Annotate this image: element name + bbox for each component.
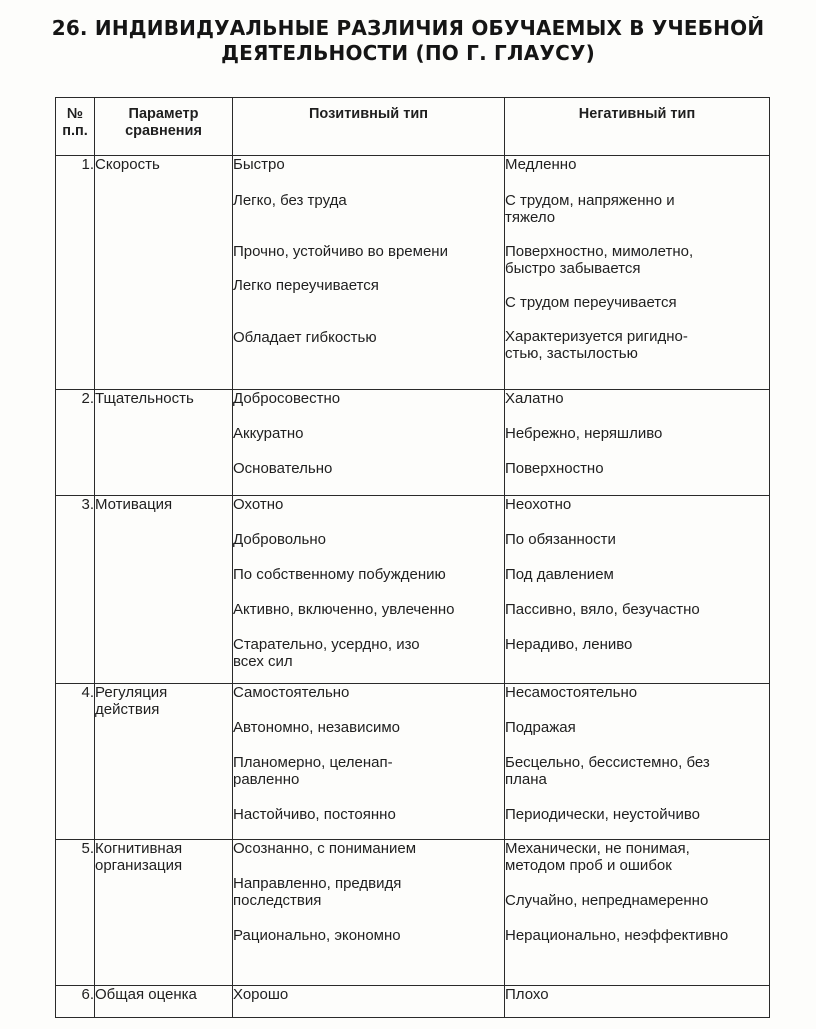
header-negative: Негативный тип xyxy=(505,98,770,156)
positive-item xyxy=(233,243,504,260)
row-number: 5. xyxy=(81,840,94,857)
positive-item xyxy=(233,156,504,173)
negative-item-line: Характеризуется ригидно- xyxy=(505,328,688,345)
negative-item xyxy=(505,684,769,701)
parameter-line: Регуляция xyxy=(95,684,168,701)
header-num-line: п.п. xyxy=(62,123,88,139)
row-parameter-cell xyxy=(95,840,233,986)
negative-item-line: Поверхностно xyxy=(505,460,604,477)
negative-item xyxy=(505,192,769,226)
negative-item xyxy=(505,390,769,407)
positive-item-line: Планомерно, целенап- xyxy=(233,754,393,771)
positive-item xyxy=(233,840,504,857)
negative-item xyxy=(505,328,769,362)
negative-item-line: Пассивно, вяло, безучастно xyxy=(505,601,700,618)
negative-cell xyxy=(505,684,770,840)
row-number: 1. xyxy=(81,156,94,173)
row-parameter-cell xyxy=(95,496,233,684)
negative-item-line: С трудом, напряженно и xyxy=(505,192,675,209)
negative-item-line: Неохотно xyxy=(505,496,572,513)
table-row xyxy=(56,684,770,840)
positive-item-line: Быстро xyxy=(233,156,285,173)
positive-cell xyxy=(233,496,505,684)
negative-item-line: С трудом переучивается xyxy=(505,294,677,311)
negative-item xyxy=(505,601,769,618)
negative-item-line: Небрежно, неряшливо xyxy=(505,425,663,442)
positive-item-line: Старательно, усердно, изо xyxy=(233,636,420,653)
comparison-table xyxy=(55,97,770,1018)
row-number-cell xyxy=(56,496,95,684)
positive-item xyxy=(233,927,504,944)
positive-cell xyxy=(233,684,505,840)
positive-item-line: Направленно, предвидя xyxy=(233,875,402,892)
negative-cell xyxy=(505,156,770,390)
positive-item-line: Легко, без труда xyxy=(233,192,347,209)
row-number-cell xyxy=(56,986,95,1018)
row-number-cell xyxy=(56,156,95,390)
negative-item-line: Механически, не понимая, xyxy=(505,840,690,857)
negative-item-line: Случайно, непреднамеренно xyxy=(505,892,709,909)
positive-item xyxy=(233,566,504,583)
header-num xyxy=(56,98,95,156)
positive-item-line: По собственному побуждению xyxy=(233,566,446,583)
negative-item-line: Несамостоятельно xyxy=(505,684,638,701)
negative-item xyxy=(505,986,769,1003)
negative-item-line: Плохо xyxy=(505,986,549,1003)
parameter-line: Тщательность xyxy=(95,390,194,407)
positive-item xyxy=(233,601,504,618)
table-row xyxy=(56,156,770,390)
negative-item-line: Медленно xyxy=(505,156,577,173)
positive-cell xyxy=(233,390,505,496)
header-param-line: Параметр xyxy=(128,106,199,122)
positive-item xyxy=(233,636,504,670)
positive-item-line: Осознанно, с пониманием xyxy=(233,840,417,857)
positive-item-line: всех сил xyxy=(233,653,293,670)
positive-item-line: Прочно, устойчиво во времени xyxy=(233,243,448,260)
negative-item xyxy=(505,294,769,311)
negative-item-line: методом проб и ошибок xyxy=(505,857,672,874)
positive-item xyxy=(233,277,504,294)
row-parameter-cell xyxy=(95,684,233,840)
positive-item-line: последствия xyxy=(233,892,322,909)
row-number-cell xyxy=(56,684,95,840)
parameter-line: Общая оценка xyxy=(95,986,197,1003)
negative-item-line: Нерационально, неэффективно xyxy=(505,927,729,944)
header-param-line: сравнения xyxy=(125,123,202,139)
table-row xyxy=(56,496,770,684)
negative-item xyxy=(505,566,769,583)
positive-item xyxy=(233,329,504,346)
positive-item xyxy=(233,531,504,548)
positive-item-line: Охотно xyxy=(233,496,284,513)
positive-item-line: Добросовестно xyxy=(233,390,341,407)
positive-item-line: Автономно, независимо xyxy=(233,719,400,736)
negative-item-line: плана xyxy=(505,771,547,788)
negative-item xyxy=(505,806,769,823)
positive-item xyxy=(233,390,504,407)
positive-item xyxy=(233,496,504,513)
positive-item-line: Аккуратно xyxy=(233,425,304,442)
positive-item-line: Самостоятельно xyxy=(233,684,350,701)
negative-item xyxy=(505,496,769,513)
page-title xyxy=(0,16,816,66)
positive-item-line: Настойчиво, постоянно xyxy=(233,806,396,823)
negative-item xyxy=(505,243,769,277)
row-number: 6. xyxy=(81,986,94,1003)
negative-item xyxy=(505,425,769,442)
title-line-2: ДЕЯТЕЛЬНОСТИ (ПО Г. ГЛАУСУ) xyxy=(221,41,595,65)
header-positive: Позитивный тип xyxy=(233,98,505,156)
row-number-cell xyxy=(56,390,95,496)
row-parameter-cell xyxy=(95,986,233,1018)
positive-item xyxy=(233,684,504,701)
negative-item xyxy=(505,754,769,788)
positive-item xyxy=(233,806,504,823)
positive-item-line: Добровольно xyxy=(233,531,326,548)
positive-cell xyxy=(233,840,505,986)
parameter-line: Скорость xyxy=(95,156,160,173)
positive-item xyxy=(233,986,504,1003)
negative-item xyxy=(505,460,769,477)
negative-item xyxy=(505,892,769,909)
parameter-line: Когнитивная xyxy=(95,840,183,857)
row-number: 4. xyxy=(81,684,94,701)
positive-item-line: Основательно xyxy=(233,460,333,477)
table-row xyxy=(56,390,770,496)
negative-item xyxy=(505,156,769,173)
negative-cell xyxy=(505,840,770,986)
positive-item-line: Рационально, экономно xyxy=(233,927,401,944)
header-param xyxy=(95,98,233,156)
negative-item-line: Бесцельно, бессистемно, без xyxy=(505,754,710,771)
parameter-line: организация xyxy=(95,857,183,874)
negative-item-line: Под давлением xyxy=(505,566,614,583)
positive-item xyxy=(233,754,504,788)
positive-item xyxy=(233,460,504,477)
positive-item xyxy=(233,719,504,736)
negative-item xyxy=(505,840,769,874)
negative-item xyxy=(505,531,769,548)
negative-item-line: По обязанности xyxy=(505,531,616,548)
positive-cell xyxy=(233,156,505,390)
table-header-row xyxy=(56,98,770,156)
positive-item-line: равленно xyxy=(233,771,300,788)
positive-item xyxy=(233,875,504,909)
table-row xyxy=(56,986,770,1018)
negative-item-line: Поверхностно, мимолетно, xyxy=(505,243,694,260)
parameter-line: Мотивация xyxy=(95,496,173,513)
positive-item xyxy=(233,192,504,209)
row-number-cell xyxy=(56,840,95,986)
header-num-line: № xyxy=(66,106,84,122)
row-parameter-cell xyxy=(95,156,233,390)
negative-cell xyxy=(505,986,770,1018)
negative-cell xyxy=(505,390,770,496)
negative-item-line: тяжело xyxy=(505,209,556,226)
positive-item-line: Активно, включенно, увлеченно xyxy=(233,601,455,618)
positive-item-line: Обладает гибкостью xyxy=(233,329,377,346)
negative-item-line: Халатно xyxy=(505,390,564,407)
positive-cell xyxy=(233,986,505,1018)
negative-item xyxy=(505,719,769,736)
row-number: 3. xyxy=(81,496,94,513)
positive-item-line: Легко переучивается xyxy=(233,277,379,294)
positive-item-line: Хорошо xyxy=(233,986,289,1003)
parameter-line: действия xyxy=(95,701,160,718)
table-row xyxy=(56,840,770,986)
negative-item-line: Подражая xyxy=(505,719,576,736)
negative-item-line: Нерадиво, лениво xyxy=(505,636,633,653)
negative-cell xyxy=(505,496,770,684)
negative-item-line: Периодически, неустойчиво xyxy=(505,806,700,823)
title-line-1: 26. ИНДИВИДУАЛЬНЫЕ РАЗЛИЧИЯ ОБУЧАЕМЫХ В УЧЕБНОЙ xyxy=(51,16,765,40)
negative-item-line: быстро забывается xyxy=(505,260,641,277)
positive-item xyxy=(233,425,504,442)
negative-item xyxy=(505,927,769,944)
negative-item xyxy=(505,636,769,653)
row-number: 2. xyxy=(81,390,94,407)
row-parameter-cell xyxy=(95,390,233,496)
negative-item-line: стью, застылостью xyxy=(505,345,638,362)
